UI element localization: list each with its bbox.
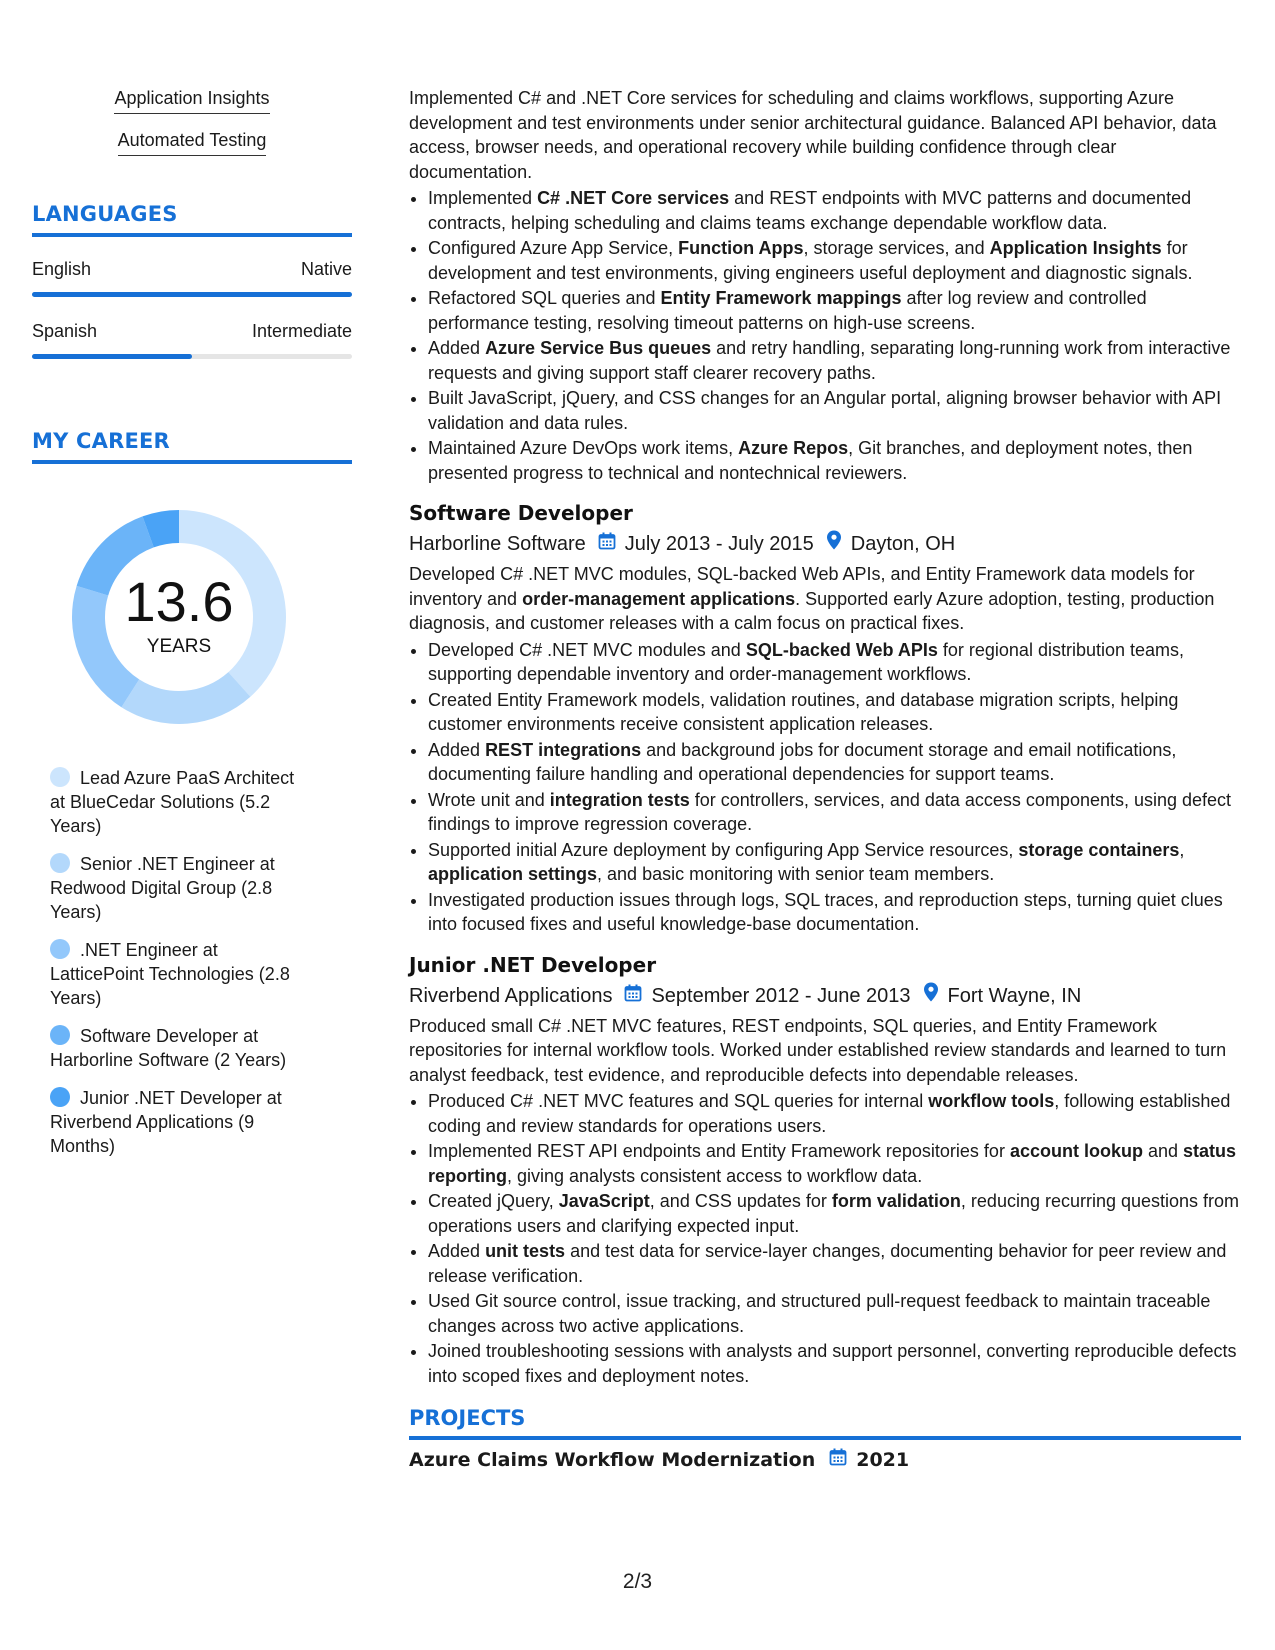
career-legend-label: Senior .NET Engineer at Redwood Digital Group (2.8 Years) bbox=[50, 854, 275, 922]
role-bullets bbox=[409, 186, 1241, 485]
map-pin-icon bbox=[923, 981, 939, 1011]
bullet-item: • Supported initial Azure deployment by configuring App Service resources, storage containers, application settings, and basic monitoring with senior team members. bbox=[428, 838, 1241, 887]
legend-dot bbox=[50, 767, 70, 787]
role-summary: Implemented C# and .NET Core services for scheduling and claims workflows, supporting Azure development and test environments under senior architectural guidance. Balanced API behavior, data access, browser needs, and operational recovery while building confidence through clear documentation. bbox=[409, 88, 1217, 182]
legend-dot bbox=[50, 853, 70, 873]
bullet-item: • Wrote unit and integration tests for controllers, services, and data access components, using defect findings to improve regression coverage. bbox=[428, 788, 1241, 837]
bullet-item: • Implemented C# .NET Core services and REST endpoints with MVC patterns and documented contracts, helping scheduling and claims teams exchange dependable workflow data. bbox=[428, 186, 1241, 235]
languages-heading: LANGUAGES bbox=[32, 202, 352, 237]
project-year: 2021 bbox=[856, 1448, 910, 1471]
career-legend-item bbox=[50, 852, 310, 924]
language-bar bbox=[32, 292, 352, 297]
bullet-item: • Created jQuery, JavaScript, and CSS updates for form validation, reducing recurring questions from operations users and clarifying expected input. bbox=[428, 1189, 1241, 1238]
legend-dot bbox=[50, 1087, 70, 1107]
career-legend-item bbox=[50, 1024, 310, 1072]
job-title: Junior .NET Developer bbox=[409, 952, 657, 977]
career-total-years: 13.6 bbox=[124, 570, 234, 633]
projects-heading: PROJECTS bbox=[409, 1406, 1241, 1440]
bullet-item: • Produced C# .NET MVC features and SQL queries for internal workflow tools, following established coding and review standards for operations users. bbox=[428, 1089, 1241, 1138]
bullet-item: • Joined troubleshooting sessions with analysts and support personnel, converting reproducible defects into scoped fixes and deployment notes. bbox=[428, 1339, 1241, 1388]
career-legend-item bbox=[50, 766, 310, 838]
job-bullets bbox=[409, 638, 1241, 937]
language-level: Native bbox=[300, 259, 352, 279]
career-legend-item bbox=[50, 938, 310, 1010]
job-meta bbox=[409, 529, 1241, 559]
career-years-label: YEARS bbox=[146, 636, 212, 657]
language-name: Spanish bbox=[32, 321, 98, 341]
bullet-item: • Built JavaScript, jQuery, and CSS changes for an Angular portal, aligning browser behavior with API validation and data rules. bbox=[428, 386, 1241, 435]
job-dates: July 2013 - July 2015 bbox=[624, 533, 814, 555]
job-entry bbox=[409, 499, 1241, 937]
language-name: English bbox=[32, 259, 92, 279]
bullet-item: • Created Entity Framework models, validation routines, and database migration scripts, helping customer environments receive consistent application releases. bbox=[428, 688, 1241, 737]
skill-tag: Automated Testing bbox=[118, 128, 267, 156]
language-bar-fill bbox=[32, 292, 352, 297]
career-legend-item bbox=[50, 1086, 310, 1158]
career-legend bbox=[50, 766, 310, 1158]
language-spanish bbox=[32, 319, 352, 359]
career-legend-label: Software Developer at Harborline Software (2 Years) bbox=[50, 1026, 287, 1070]
left-column bbox=[32, 86, 352, 1172]
language-english bbox=[32, 257, 352, 297]
bullet-item: • Refactored SQL queries and Entity Framework mappings after log review and controlled performance testing, resolving timeout patterns on high-use screens. bbox=[428, 286, 1241, 335]
bullet-item: • Used Git source control, issue tracking, and structured pull-request feedback to maintain traceable changes across two active applications. bbox=[428, 1289, 1241, 1338]
calendar-icon bbox=[624, 981, 642, 1011]
job-company: Harborline Software bbox=[409, 533, 586, 555]
skill-tags bbox=[32, 86, 352, 170]
calendar-icon bbox=[829, 1448, 847, 1473]
bullet-item: • Implemented REST API endpoints and Entity Framework repositories for account lookup and status reporting, giving analysts consistent access to workflow data. bbox=[428, 1139, 1241, 1188]
job-meta bbox=[409, 981, 1241, 1011]
right-column bbox=[409, 86, 1241, 1472]
job-summary: Produced small C# .NET MVC features, REST endpoints, SQL queries, and Entity Framework repositories for internal workflow tools. Worked under established review standards and learned to turn analyst feedback, test evidence, and reproducible defects into dependable releases. bbox=[409, 1015, 1227, 1085]
job-summary: Developed C# .NET MVC modules, SQL-backed Web APIs, and Entity Framework data models for inventory and order-management applications. Supported early Azure adoption, testing, production diagnosis, and customer releases with a calm focus on practical fixes. bbox=[409, 564, 1215, 633]
job-dates: September 2012 - June 2013 bbox=[651, 984, 911, 1007]
bullet-item: • Added REST integrations and background jobs for document storage and email notifications, documenting failure handling and operational dependencies for support teams. bbox=[428, 738, 1241, 787]
bullet-item: • Added unit tests and test data for service-layer changes, documenting behavior for peer review and release verification. bbox=[428, 1239, 1241, 1288]
language-bar-fill bbox=[32, 354, 192, 359]
job-location: Fort Wayne, IN bbox=[947, 984, 1082, 1007]
career-legend-label: Junior .NET Developer at Riverbend Applications (9 Months) bbox=[50, 1088, 282, 1156]
map-pin-icon bbox=[826, 529, 842, 559]
job-location: Dayton, OH bbox=[850, 533, 956, 555]
job-title: Software Developer bbox=[409, 501, 633, 525]
career-legend-label: Lead Azure PaaS Architect at BlueCedar Solutions (5.2 Years) bbox=[50, 768, 295, 836]
page-number: 2/3 bbox=[622, 1570, 653, 1593]
legend-dot bbox=[50, 939, 70, 959]
career-legend-label: .NET Engineer at LatticePoint Technologies (2.8 Years) bbox=[50, 940, 290, 1008]
skill-tag: Application Insights bbox=[114, 86, 269, 114]
donut-segment bbox=[121, 672, 250, 724]
language-level: Intermediate bbox=[251, 321, 352, 341]
job-entry bbox=[409, 951, 1241, 1389]
bullet-item: • Configured Azure App Service, Function Apps, storage services, and Application Insights for development and test environments, giving engineers useful deployment and diagnostic signals. bbox=[428, 236, 1241, 285]
career-heading: MY CAREER bbox=[32, 429, 352, 464]
experience-list bbox=[409, 499, 1241, 1388]
job-company: Riverbend Applications bbox=[409, 984, 613, 1007]
career-donut-chart bbox=[66, 504, 292, 730]
job-bullets bbox=[409, 1089, 1241, 1388]
calendar-icon bbox=[598, 529, 616, 559]
project-item bbox=[409, 1448, 1241, 1473]
bullet-item: • Investigated production issues through logs, SQL traces, and reproduction steps, turning quiet clues into focused fixes and useful knowledge-base documentation. bbox=[428, 888, 1241, 937]
bullet-item: • Developed C# .NET MVC modules and SQL-backed Web APIs for regional distribution teams, supporting dependable inventory and order-management workflows. bbox=[428, 638, 1241, 687]
language-bar bbox=[32, 354, 352, 359]
bullet-item: • Added Azure Service Bus queues and retry handling, separating long-running work from interactive requests and giving support staff clearer recovery paths. bbox=[428, 336, 1241, 385]
bullet-item: • Maintained Azure DevOps work items, Azure Repos, Git branches, and deployment notes, then presented progress to technical and nontechnical reviewers. bbox=[428, 436, 1241, 485]
project-name: Azure Claims Workflow Modernization bbox=[409, 1448, 816, 1471]
legend-dot bbox=[50, 1025, 70, 1045]
